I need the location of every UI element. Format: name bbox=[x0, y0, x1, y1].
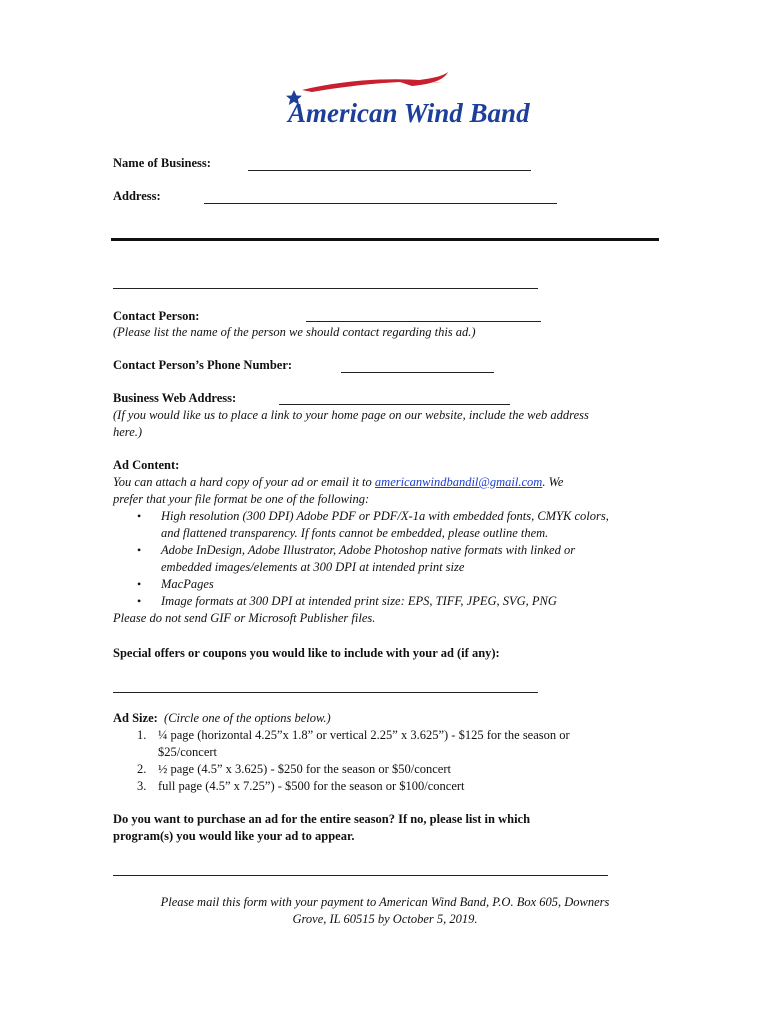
size-option-number: 2. bbox=[137, 762, 147, 776]
bullet-icon: • bbox=[137, 577, 142, 591]
bullet-icon: • bbox=[137, 543, 142, 557]
format-item: MacPages bbox=[161, 577, 214, 591]
american-wind-band-logo bbox=[282, 70, 530, 132]
size-option-3[interactable]: full page (4.5” x 7.25”) - $500 for the season or $100/concert bbox=[158, 779, 465, 793]
size-option-1[interactable]: ¼ page (horizontal 4.25”x 1.8” or vertical 2.25” x 3.625”) - $125 for the season or bbox=[158, 728, 570, 742]
contact-person-field[interactable] bbox=[306, 321, 541, 322]
footer-line-1: Please mail this form with your payment to American Wind Band, P.O. Box 605, Downers bbox=[160, 895, 610, 909]
section-divider bbox=[111, 238, 659, 241]
contact-person-label: Contact Person: bbox=[113, 309, 200, 323]
format-item: High resolution (300 DPI) Adobe PDF or PDF/X-1a with embedded fonts, CMYK colors, bbox=[161, 509, 609, 523]
format-item-cont: and flattened transparency. If fonts cannot be embedded, please outline them. bbox=[161, 526, 549, 540]
business-name-field[interactable] bbox=[248, 170, 531, 171]
no-gif-note: Please do not send GIF or Microsoft Publisher files. bbox=[113, 611, 376, 625]
ad-content-label: Ad Content: bbox=[113, 458, 180, 472]
size-option-number: 1. bbox=[137, 728, 147, 742]
web-address-note-2: here.) bbox=[113, 425, 143, 439]
business-name-label: Name of Business: bbox=[113, 156, 211, 170]
season-question-1: Do you want to purchase an ad for the entire season? If no, please list in which bbox=[113, 812, 531, 826]
web-address-label: Business Web Address: bbox=[113, 391, 237, 405]
web-address-note-1: (If you would like us to place a link to your home page on our website, include the web address bbox=[113, 408, 589, 422]
contact-person-note: (Please list the name of the person we should contact regarding this ad.) bbox=[113, 325, 476, 339]
format-item-cont: embedded images/elements at 300 DPI at intended print size bbox=[161, 560, 465, 574]
bullet-icon: • bbox=[137, 509, 142, 523]
season-programs-field[interactable] bbox=[113, 875, 608, 876]
phone-field[interactable] bbox=[341, 372, 494, 373]
season-question-2: program(s) you would like your ad to appear. bbox=[113, 829, 355, 843]
format-item: Image formats at 300 DPI at intended print size: EPS, TIFF, JPEG, SVG, PNG bbox=[161, 594, 557, 608]
footer-line-2: Grove, IL 60515 by October 5, 2019. bbox=[292, 912, 478, 926]
phone-label: Contact Person’s Phone Number: bbox=[113, 358, 293, 372]
special-offers-field[interactable] bbox=[113, 692, 538, 693]
web-address-field[interactable] bbox=[279, 404, 510, 405]
logo-text: American Wind Band bbox=[288, 98, 530, 128]
ad-content-text-2: prefer that your file format be one of the following: bbox=[113, 492, 370, 506]
format-item: Adobe InDesign, Adobe Illustrator, Adobe Photoshop native formats with linked or bbox=[161, 543, 576, 557]
ad-size-label: Ad Size: bbox=[113, 711, 158, 725]
ad-size-heading bbox=[113, 711, 331, 726]
address-field[interactable] bbox=[204, 203, 557, 204]
ad-size-note: (Circle one of the options below.) bbox=[164, 711, 331, 725]
address-line-2-field[interactable] bbox=[113, 288, 538, 289]
ad-content-text: You can attach a hard copy of your ad or email it to americanwindbandil@gmail.com. We bbox=[113, 475, 564, 489]
size-option-number: 3. bbox=[137, 779, 147, 793]
size-option-1-cont: $25/concert bbox=[158, 745, 218, 759]
bullet-icon: • bbox=[137, 594, 142, 608]
address-label: Address: bbox=[113, 189, 161, 203]
special-offers-label: Special offers or coupons you would like to include with your ad (if any): bbox=[113, 646, 500, 660]
size-option-2[interactable]: ½ page (4.5” x 3.625) - $250 for the season or $50/concert bbox=[158, 762, 451, 776]
email-link[interactable]: americanwindbandil@gmail.com bbox=[374, 475, 543, 489]
